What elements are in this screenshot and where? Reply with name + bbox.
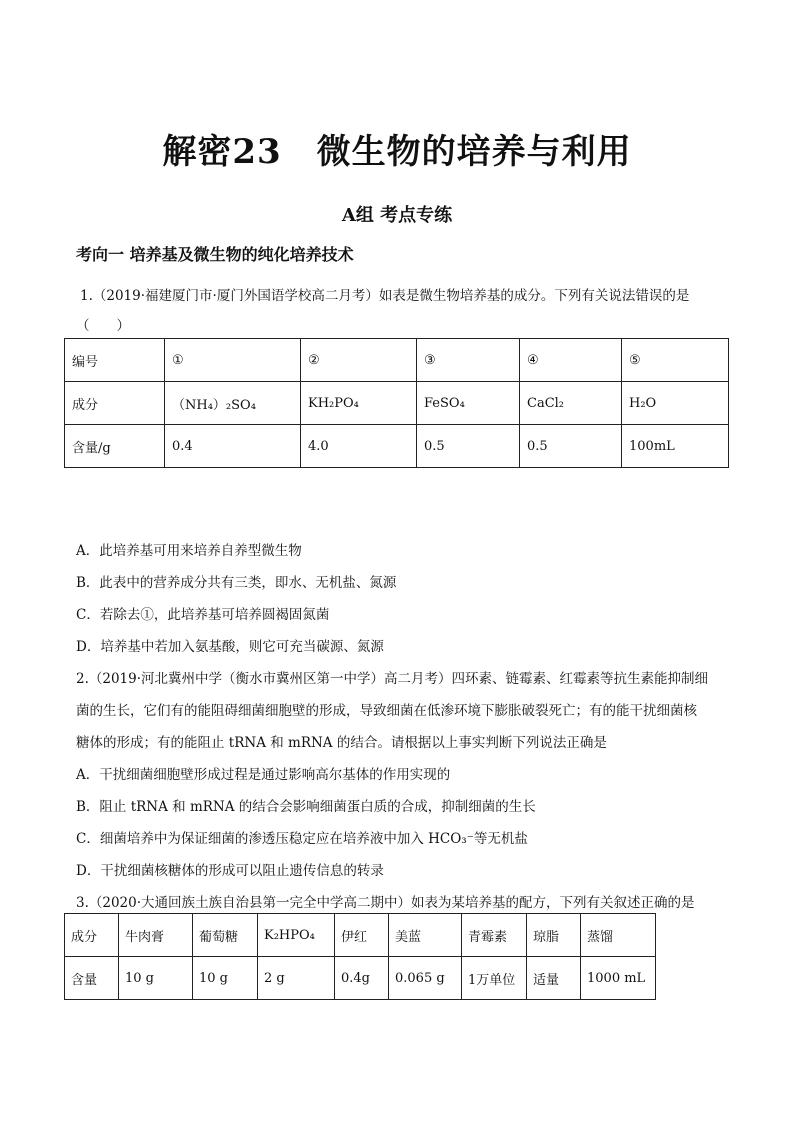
page-title: 解密23 微生物的培养与利用 (162, 132, 632, 172)
table-cell: 2 g (258, 957, 335, 1000)
q3-stem: 3.（2020·大通回族土族自治县第一完全中学高二期中）如表为某培养基的配方，下列有关叙述正确的是 (76, 895, 695, 911)
q1-table (64, 338, 729, 468)
table-cell: ④ (520, 339, 622, 382)
table-cell: 10 g (193, 957, 258, 1000)
table-cell: 1000 mL (581, 957, 656, 1000)
q3-table (64, 913, 656, 1000)
table-cell: 含量 (65, 957, 119, 1000)
table-cell: 0.065 g (389, 957, 462, 1000)
q1-option-d: D．培养基中若加入氨基酸，则它可充当碳源、氮源 (76, 639, 384, 655)
q1-paren: （ ） (76, 318, 130, 334)
q2-option-d: D．干扰细菌核糖体的形成可以阻止遗传信息的转录 (76, 863, 384, 879)
section-heading: 考向一 培养基及微生物的纯化培养技术 (76, 245, 354, 264)
table-cell: 成分 (65, 914, 119, 957)
q1-option-b: B．此表中的营养成分共有三类，即水、无机盐、氮源 (76, 575, 397, 591)
table-row (65, 914, 656, 957)
table-cell: 0.5 (417, 425, 520, 468)
table-cell: 适量 (527, 957, 581, 1000)
q1-option-a: A．此培养基可用来培养自养型微生物 (76, 543, 302, 559)
table-cell: K₂HPO₄ (258, 914, 335, 957)
q1-stem: 1.（2019·福建厦门市·厦门外国语学校高二月考）如表是微生物培养基的成分。下列有关说法错误的是 (80, 288, 690, 304)
table-cell: 琼脂 (527, 914, 581, 957)
table-cell: 编号 (65, 339, 165, 382)
table-cell: ① (165, 339, 301, 382)
q1-option-c: C．若除去①，此培养基可培养圆褐固氮菌 (76, 607, 330, 623)
table-cell: 牛肉膏 (119, 914, 193, 957)
q2-stem-line: 菌的生长，它们有的能阻碍细菌细胞壁的形成，导致细菌在低渗环境下膨胀破裂死亡；有的能干扰细菌核 (76, 703, 697, 719)
table-cell: 蒸馏 (581, 914, 656, 957)
table-row (65, 382, 729, 425)
table-cell: 0.4g (335, 957, 389, 1000)
table-cell: KH₂PO₄ (301, 382, 417, 425)
table-cell: 青霉素 (462, 914, 527, 957)
table-cell: 4.0 (301, 425, 417, 468)
q2-stem-line: 糖体的形成；有的能阻止 tRNA 和 mRNA 的结合。请根据以上事实判断下列说法正确是 (76, 735, 607, 751)
q2-option-b: B．阻止 tRNA 和 mRNA 的结合会影响细菌蛋白质的合成，抑制细菌的生长 (76, 799, 536, 815)
group-heading: A组 考点专练 (341, 205, 453, 226)
table-cell: ⑤ (622, 339, 729, 382)
table-cell: 伊红 (335, 914, 389, 957)
table-cell: FeSO₄ (417, 382, 520, 425)
q2-option-a: A．干扰细菌细胞壁形成过程是通过影响高尔基体的作用实现的 (76, 767, 451, 783)
table-cell: CaCl₂ (520, 382, 622, 425)
table-cell: ② (301, 339, 417, 382)
table-cell: 美蓝 (389, 914, 462, 957)
table-cell: 100mL (622, 425, 729, 468)
table-cell: 0.4 (165, 425, 301, 468)
table-cell: （NH₄）₂SO₄ (165, 382, 301, 425)
q2-stem-line: 2.（2019·河北冀州中学（衡水市冀州区第一中学）高二月考）四环素、链霉素、红霉素等抗生素能抑制细 (76, 671, 709, 687)
table-row (65, 425, 729, 468)
table-row (65, 339, 729, 382)
table-cell: 含量/g (65, 425, 165, 468)
table-row (65, 957, 656, 1000)
table-cell: 葡萄糖 (193, 914, 258, 957)
table-cell: ③ (417, 339, 520, 382)
table-cell: 1万单位 (462, 957, 527, 1000)
q2-option-c: C．细菌培养中为保证细菌的渗透压稳定应在培养液中加入 HCO₃⁻等无机盐 (76, 831, 528, 847)
table-cell: 0.5 (520, 425, 622, 468)
table-cell: H₂O (622, 382, 729, 425)
table-cell: 成分 (65, 382, 165, 425)
table-cell: 10 g (119, 957, 193, 1000)
